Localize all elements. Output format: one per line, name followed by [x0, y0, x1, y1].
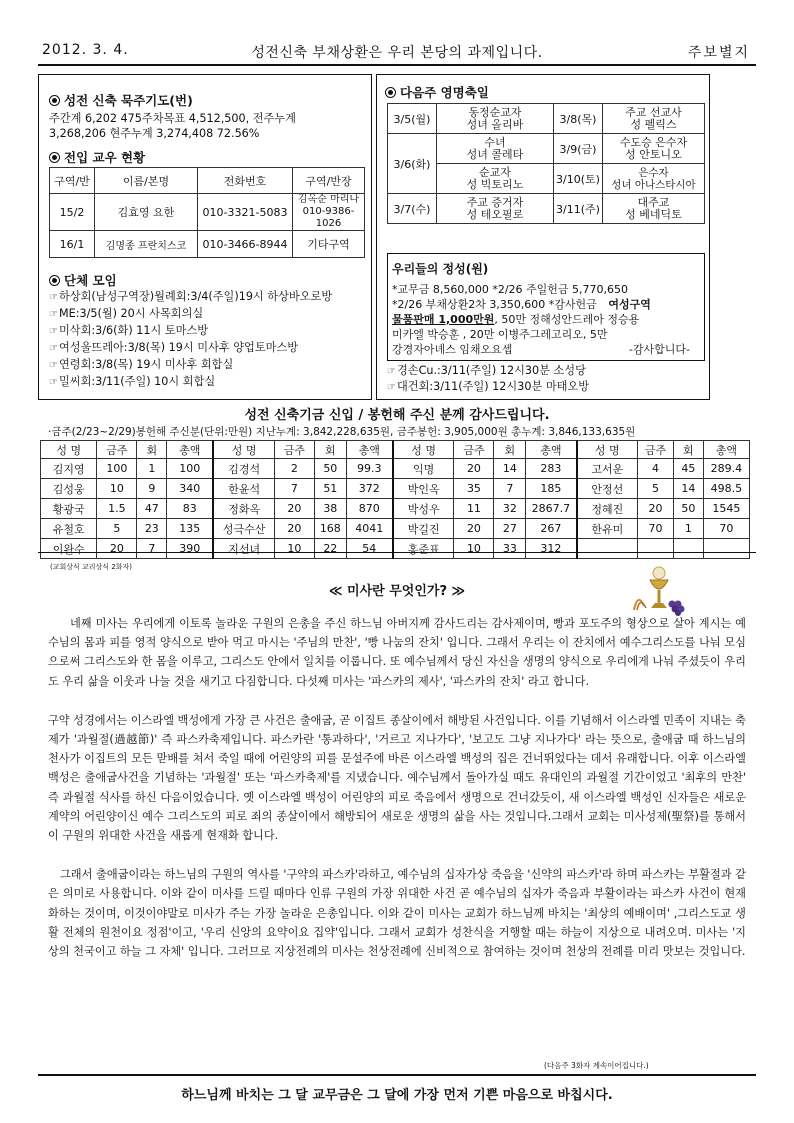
donation-value: 2867.7: [526, 499, 577, 519]
donation-value: 27: [494, 519, 526, 539]
donation-value: 7: [274, 479, 314, 499]
donation-value: 45: [673, 459, 703, 479]
donor-name: 한유미: [577, 519, 638, 539]
donation-value: 2: [274, 459, 314, 479]
col-header: 총액: [526, 441, 577, 459]
col-header: 총액: [703, 441, 749, 459]
donation-value: 1: [137, 459, 167, 479]
article-paragraph-1: 네째 미사는 우리에게 이토록 놀라운 구원의 은총을 주신 하느님 아버지께 감사드리는 감사제이며, 빵과 포도주의 형상으로 살아 계시는 예수님의 몸과 피를 영적 양식으로 받아 먹고 마시는 '주님의 만찬', '빵 나눔의 잔치' 입니다. 그래서 우리는 이 잔치에서 예수그리스도를 나눠 모심으로써 그리스도와 한 몸을 이루고, 그리스도 안에서 일치를 이룹니다. 또 예수님께서 당신 자신을 생명의 양식으로 우리에게 나눠 주셨듯이 우리도 우리 삶을 이웃과 나눌 것을 새기고 다짐합니다. 다섯째 미사는 '파스카의 제사', '파스카의 잔치' 라고 합니다.: [48, 617, 746, 688]
donation-value: 312: [526, 539, 577, 559]
donation-value: 267: [526, 519, 577, 539]
page-header: [38, 38, 756, 64]
groups-list: [49, 289, 332, 391]
donor-name: 황광국: [41, 499, 97, 519]
list-item: ☞하상회(남성구역장)월례회:3/4(주일)19시 하상바오로방: [49, 290, 333, 303]
col-header: 구역/반: [50, 168, 95, 194]
donation-value: 20: [454, 459, 494, 479]
list-item: ☞대건회:3/11(주일) 12시30분 마태오방: [387, 380, 590, 393]
cell-name: 김명종 프란치스코: [95, 231, 198, 258]
prayer-line-2: 3,268,206 현주누계 3,274,408 72.56%: [49, 127, 260, 140]
list-item: ☞미삭회:3/6(화) 11시 토마스방: [49, 324, 209, 337]
continued-note: (다음주 3화자 계속이어집니다.): [544, 1061, 649, 1070]
table-row: [41, 539, 750, 559]
footer-slogan: 하느님께 바치는 그 달 교무금은 그 달에 가장 먼저 기쁜 마음으로 바칩시다.: [181, 1088, 613, 1103]
right-info-panel: [376, 74, 710, 400]
donation-value: 498.5: [703, 479, 749, 499]
bullet-icon: [49, 95, 60, 106]
cell-area: 15/2: [50, 194, 95, 231]
table-row: 3/7(수) 주교 증거자 성 테오필로 3/11(주) 대주교 성 베네딕토: [388, 194, 705, 224]
col-header: 회: [494, 441, 526, 459]
col-header: 총액: [167, 441, 214, 459]
offering-line-3: 물품판매 1,000만원, 50만 정해성안드레아 정승용: [392, 313, 640, 326]
bullet-icon: [49, 152, 60, 163]
table-row: [41, 459, 750, 479]
donation-value: 1: [673, 519, 703, 539]
pointing-hand-icon: ☞: [49, 377, 58, 388]
prayer-heading: [49, 91, 193, 109]
col-header: 금주: [274, 441, 314, 459]
donation-value: 7: [137, 539, 167, 559]
offering-line-1: *교무금 8,560,000 *2/26 주일헌금 5,770,650: [392, 283, 629, 296]
donor-name: 김지영: [41, 459, 97, 479]
list-item: ☞ME:3/5(월) 20시 사목회의실: [49, 307, 204, 320]
donor-name: 한윤석: [213, 479, 274, 499]
donation-value: 9: [137, 479, 167, 499]
donation-value: [638, 539, 674, 559]
donor-name: 정화옥: [213, 499, 274, 519]
donation-value: 185: [526, 479, 577, 499]
header-title: 성전신축 부채상환은 우리 본당의 과제입니다.: [251, 45, 543, 61]
donation-title: 성전 신축기금 신입 / 봉헌해 주신 분께 감사드립니다.: [244, 408, 550, 423]
donor-name: 성극수산: [213, 519, 274, 539]
donation-value: 1545: [703, 499, 749, 519]
pointing-hand-icon: ☞: [49, 292, 58, 303]
offering-box: [387, 253, 705, 361]
donation-value: 100: [167, 459, 214, 479]
table-header-row: [41, 441, 750, 459]
bullet-icon: [385, 87, 396, 98]
article-body: [48, 614, 746, 961]
donation-value: 99.3: [346, 459, 393, 479]
donation-value: 4: [638, 459, 674, 479]
header-supplement-label: 주보별지: [687, 45, 750, 61]
prayer-line-1: 주간계 6,202 475주차목표 4,512,500, 전주누계: [49, 112, 296, 125]
donation-value: 35: [454, 479, 494, 499]
donation-value: 372: [346, 479, 393, 499]
cell-leader: 기타구역: [293, 231, 365, 258]
bulletin-date: 2012. 3. 4.: [42, 42, 129, 58]
donation-value: 11: [454, 499, 494, 519]
donation-value: 14: [494, 459, 526, 479]
chalice-icon: [628, 566, 690, 616]
pointing-hand-icon: ☞: [387, 382, 396, 393]
leader-name: 김옥순 마리나: [297, 194, 360, 205]
donation-value: 390: [167, 539, 214, 559]
donation-value: 70: [703, 519, 749, 539]
groups-title: 단체 모임: [64, 273, 117, 288]
col-header: 성 명: [393, 441, 454, 459]
list-item: ☞경손Cu.:3/11(주일) 12시30분 소성당: [387, 364, 586, 377]
donation-value: 33: [494, 539, 526, 559]
donor-name: 박길진: [393, 519, 454, 539]
donation-value: 1.5: [97, 499, 137, 519]
donation-value: 10: [454, 539, 494, 559]
donation-value: 10: [97, 479, 137, 499]
table-row: [41, 499, 750, 519]
donor-name: 박인옥: [393, 479, 454, 499]
col-header: 금주: [454, 441, 494, 459]
donor-name: [577, 539, 638, 559]
left-info-panel: [38, 74, 372, 400]
groups-heading: [49, 271, 117, 289]
cell-phone: 010-3466-8944: [198, 231, 293, 258]
donation-value: 20: [454, 519, 494, 539]
donation-summary: ·금주(2/23~2/29)봉헌해 주신분(단위:만원) 지난누계: 3,842,228,635원, 금주봉헌: 3,905,000원 총누계: 3,846,133,635원: [48, 426, 636, 438]
donation-value: 340: [167, 479, 214, 499]
article-source: (교회상식 교리상식 2화자): [50, 563, 132, 571]
donation-value: 32: [494, 499, 526, 519]
donation-value: 23: [137, 519, 167, 539]
pointing-hand-icon: ☞: [49, 309, 58, 320]
article-title: ≪ 미사란 무엇인가? ≫: [328, 584, 466, 599]
col-header: 총액: [346, 441, 393, 459]
leader-phone: 010-9386-1026: [302, 206, 355, 229]
donation-value: 4041: [346, 519, 393, 539]
donor-name: 박성우: [393, 499, 454, 519]
donation-value: 100: [97, 459, 137, 479]
donor-name: 유철호: [41, 519, 97, 539]
offering-line-5: 강경자아녜스 임채오요셉 -감사합니다-: [392, 343, 690, 356]
donor-name: 익명: [393, 459, 454, 479]
table-row: 순교자 성 빅토리노 3/10(토) 은수자 성녀 아나스타시아: [388, 164, 705, 194]
cell-leader: [293, 194, 365, 231]
donation-value: 70: [638, 519, 674, 539]
donation-value: 289.4: [703, 459, 749, 479]
donation-value: 7: [494, 479, 526, 499]
col-header: 회: [137, 441, 167, 459]
col-header: 회: [314, 441, 346, 459]
donation-value: 50: [673, 499, 703, 519]
article-paragraph-3: 그래서 출애굽이라는 하느님의 구원의 역사를 '구약의 파스카'라하고, 예수님의 십자가상 죽음을 '신약의 파스카'라 하며 파스카는 부활절과 같은 의미로 사용합니다. 이와 같이 미사를 드릴 때마다 인류 구원의 가장 위대한 사건 곧 예수님의 십자가 죽음과 부활이라는 파스카 사건이 현재화하는 것이며, 이것이야말로 미사가 주는 가장 놀라운 은총입니다. 이와 같이 미사는 교회가 하느님께 바치는 '최상의 예배이며' ,그리스도교 생활 전체의 원천이요 정점'이고, '우리 신앙의 요약이요 집약'입니다. 그래서 교회가 성찬식을 거행할 때는 하늘이 지상으로 내려오며. 미사는 '지상의 천국이고 하늘 그 자체' 입니다. 그러므로 지상전례의 미사는 천상전례에 신비적으로 참여하는 것이며 천상의 전례를 미리 맛보는 것입니다.: [48, 868, 746, 959]
section-rule: [38, 552, 756, 553]
donation-value: 135: [167, 519, 214, 539]
col-header: 이름/본명: [95, 168, 198, 194]
prayer-title: 성전 신축 묵주기도(번): [64, 93, 193, 108]
col-header: 회: [673, 441, 703, 459]
donation-value: 20: [274, 519, 314, 539]
donation-value: 20: [97, 539, 137, 559]
col-header: 금주: [97, 441, 137, 459]
pointing-hand-icon: ☞: [49, 326, 58, 337]
col-header: 성 명: [41, 441, 97, 459]
donation-value: [673, 539, 703, 559]
donation-value: 168: [314, 519, 346, 539]
col-header: 금주: [638, 441, 674, 459]
footer-rule: [38, 1074, 756, 1076]
cell-phone: 010-3321-5083: [198, 194, 293, 231]
table-row: [41, 479, 750, 499]
donation-value: 54: [346, 539, 393, 559]
donation-value: 870: [346, 499, 393, 519]
donation-table: [40, 440, 750, 559]
donor-name: 이완수: [41, 539, 97, 559]
donation-value: 20: [638, 499, 674, 519]
donation-value: 38: [314, 499, 346, 519]
list-item: ☞연령회:3/8(목) 19시 미사후 회합실: [49, 358, 234, 371]
bullet-icon: [49, 275, 60, 286]
donor-name: 지선녀: [213, 539, 274, 559]
donation-value: 283: [526, 459, 577, 479]
donation-value: 50: [314, 459, 346, 479]
donation-value: 83: [167, 499, 214, 519]
article-paragraph-2: 구약 성경에서는 이스라엘 백성에게 가장 큰 사건은 출애굽, 곧 이집트 종살이에서 해방된 사건입니다. 이를 기념해서 이스라엘 민족이 지내는 축제가 '과월절(過越節)' 즉 파스카축제입니다. 파스카란 '통과하다', '거르고 지나가다', '보고도 그냥 지나가다' 라는 뜻으로, 출애굽 때 하느님의 천사가 이집트의 모든 맏배를 쳐서 죽일 때에 어린양의 피를 문설주에 바른 이스라엘 백성의 집은 건너뛰었다는 데서 유래합니다. 이후 이스라엘 백성은 출애굽사건을 기념하는 '과월절' 또는 '파스카축제'를 지냈습니다. 예수님께서 돌아가실 때도 유대인의 과월절 기간이었고 '최후의 만찬' 즉 과월절 식사를 하신 다음이었습니다. 옛 이스라엘 백성이 어린양의 피로 죽음에서 생명으로 건너갔듯이, 새 이스라엘 백성인 신자들은 새로운 계약의 어린양이신 예수 그리스도의 피로 죄의 종살이에서 해방되어 새로운 생명의 삶을 사는 것입니다.그래서 교회는 미사성제(聖祭)를 통해서 이 구원의 위대한 사건을 새롭게 현재화 합니다.: [48, 713, 746, 843]
donor-name: 안정선: [577, 479, 638, 499]
donor-name: 김경석: [213, 459, 274, 479]
cell-area: 16/1: [50, 231, 95, 258]
table-row: [41, 519, 750, 539]
list-item: ☞밀씨회:3/11(주일) 10시 회합실: [49, 375, 216, 388]
donation-value: 5: [97, 519, 137, 539]
donor-name: 김성웅: [41, 479, 97, 499]
offering-line-2: *2/26 부채상환2차 3,350,600 *감사헌금 여성구역: [392, 298, 651, 311]
move-heading: [49, 148, 145, 166]
feast-heading: [385, 83, 489, 101]
table-row: 3/6(화) 수녀 성녀 콜레타 3/9(금) 수도승 은수자 성 안토니오: [388, 134, 705, 164]
offering-title: 우리들의 정성(원): [392, 262, 489, 276]
newcomer-table: [49, 167, 365, 258]
donor-name: 정혜진: [577, 499, 638, 519]
donation-value: [703, 539, 749, 559]
offering-line-4: 미카엘 박승훈 , 20만 이병주그레고리오, 5만: [392, 328, 608, 341]
donation-value: 51: [314, 479, 346, 499]
donor-name: 홍준표: [393, 539, 454, 559]
extra-meetings: [387, 363, 589, 395]
pointing-hand-icon: ☞: [49, 343, 58, 354]
donation-value: 5: [638, 479, 674, 499]
pointing-hand-icon: ☞: [387, 366, 396, 377]
table-row: 3/5(월) 동정순교자 성녀 올리바 3/8(목) 주교 선교사 성 펠릭스: [388, 104, 705, 134]
donation-value: 47: [137, 499, 167, 519]
donation-value: 22: [314, 539, 346, 559]
donor-name: 고서운: [577, 459, 638, 479]
list-item: ☞여성울뜨레아:3/8(목) 19시 미사후 양업토마스방: [49, 341, 299, 354]
col-header: 성 명: [577, 441, 638, 459]
move-title: 전입 교우 현황: [64, 150, 146, 165]
donation-value: 20: [274, 499, 314, 519]
col-header: 전화번호: [198, 168, 293, 194]
header-rule: [38, 64, 756, 66]
donation-value: 14: [673, 479, 703, 499]
table-row: [50, 231, 365, 258]
col-header: 성 명: [213, 441, 274, 459]
col-header: 구역/반장: [293, 168, 365, 194]
table-row: [50, 194, 365, 231]
feast-table: [387, 103, 705, 224]
donation-value: 10: [274, 539, 314, 559]
pointing-hand-icon: ☞: [49, 360, 58, 371]
feast-title: 다음주 영명축일: [400, 85, 489, 100]
cell-name: 김효영 요한: [95, 194, 198, 231]
